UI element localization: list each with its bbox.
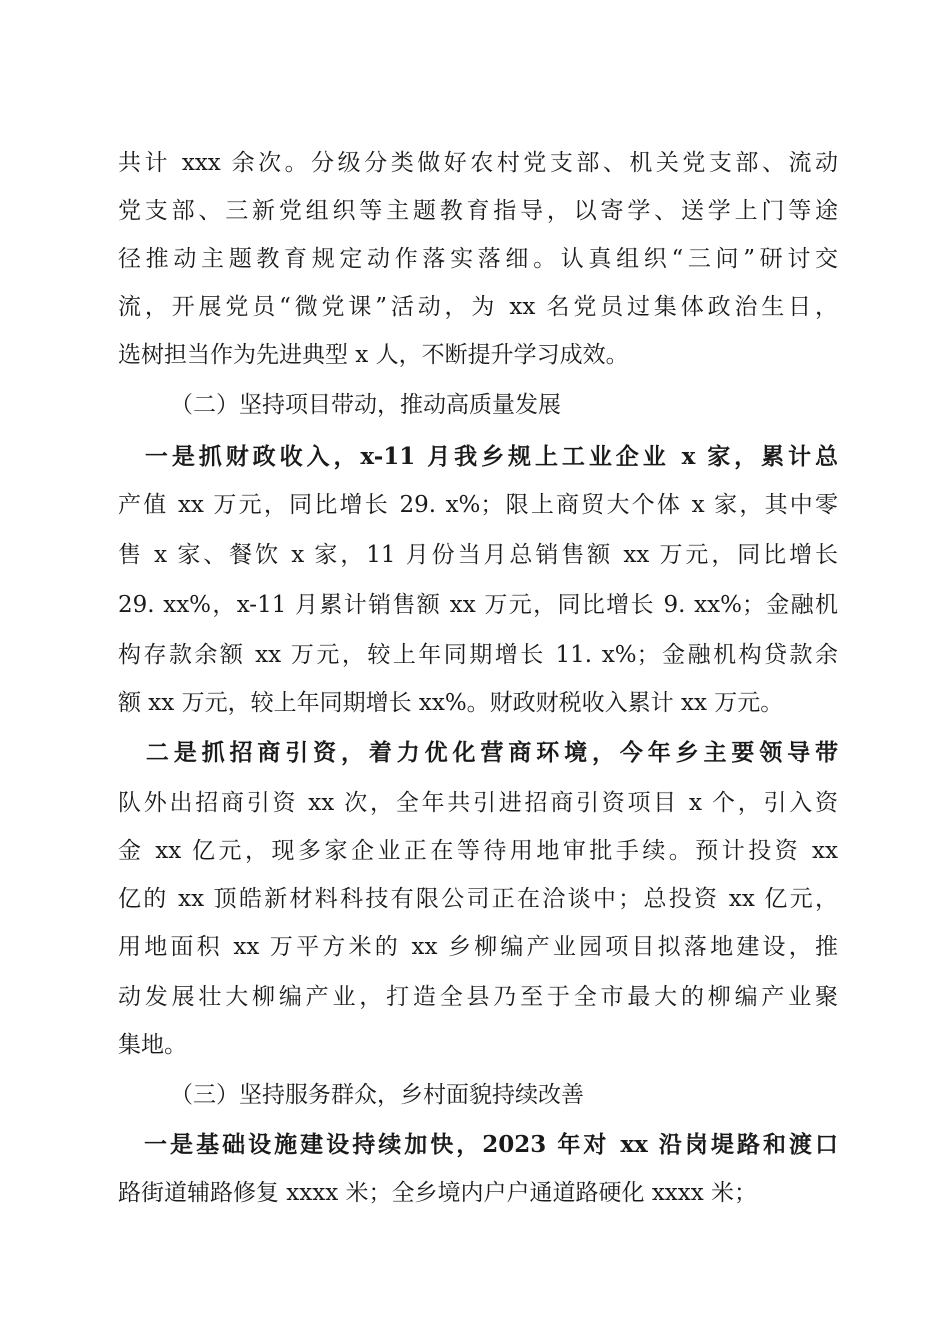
section-heading: （三）坚持服务群众，乡村面貌持续改善	[170, 1082, 584, 1108]
paragraph-line: 集地。	[118, 1032, 187, 1058]
section-heading: （二）坚持项目带动，推动高质量发展	[170, 392, 561, 418]
paragraph-line: 流，开展党员“微党课”活动，为 xx 名党员过集体政治生日，	[118, 294, 838, 320]
paragraph-line: 构存款余额 xx 万元，较上年同期增长 11. x%；金融机构贷款余	[118, 642, 838, 668]
paragraph-line: 党支部、三新党组织等主题教育指导，以寄学、送学上门等途	[118, 198, 838, 224]
paragraph-line: 队外出招商引资 xx 次，全年共引进招商引资项目 x 个，引入资	[118, 790, 838, 816]
paragraph-line: 额 xx 万元，较上年同期增长 xx%。财政财税收入累计 xx 万元。	[118, 690, 784, 716]
paragraph-line: 二是抓招商引资，着力优化营商环境，今年乡主要领导带	[118, 739, 838, 766]
paragraph-line: 选树担当作为先进典型 x 人，不断提升学习成效。	[118, 342, 629, 368]
paragraph-line: 29. xx%，x-11 月累计销售额 xx 万元，同比增长 9. xx%；金融机	[118, 592, 838, 618]
paragraph-line: 售 x 家、餐饮 x 家，11 月份当月总销售额 xx 万元，同比增长	[118, 542, 838, 568]
paragraph-line: 亿的 xx 顶皓新材料科技有限公司正在洽谈中；总投资 xx 亿元，	[118, 886, 838, 912]
paragraph-line: 径推动主题教育规定动作落实落细。认真组织“三问”研讨交	[118, 246, 838, 272]
paragraph-line: 用地面积 xx 万平方米的 xx 乡柳编产业园项目拟落地建设，推	[118, 934, 838, 960]
paragraph-line: 产值 xx 万元，同比增长 29. x%；限上商贸大个体 x 家，其中零	[118, 492, 838, 518]
paragraph-line: 动发展壮大柳编产业，打造全县乃至于全市最大的柳编产业聚	[118, 984, 838, 1010]
paragraph-line: 金 xx 亿元，现多家企业正在等待用地审批手续。预计投资 xx	[118, 838, 838, 864]
paragraph-line: 共计 xxx 余次。分级分类做好农村党支部、机关党支部、流动	[118, 150, 838, 176]
paragraph-line: 路街道辅路修复 xxxx 米；全乡境内户户通道路硬化 xxxx 米；	[118, 1180, 758, 1206]
paragraph-line: 一是抓财政收入，x-11 月我乡规上工业企业 x 家，累计总	[118, 443, 838, 470]
paragraph-line: 一是基础设施建设持续加快，2023 年对 xx 沿岗堤路和渡口	[118, 1131, 838, 1158]
